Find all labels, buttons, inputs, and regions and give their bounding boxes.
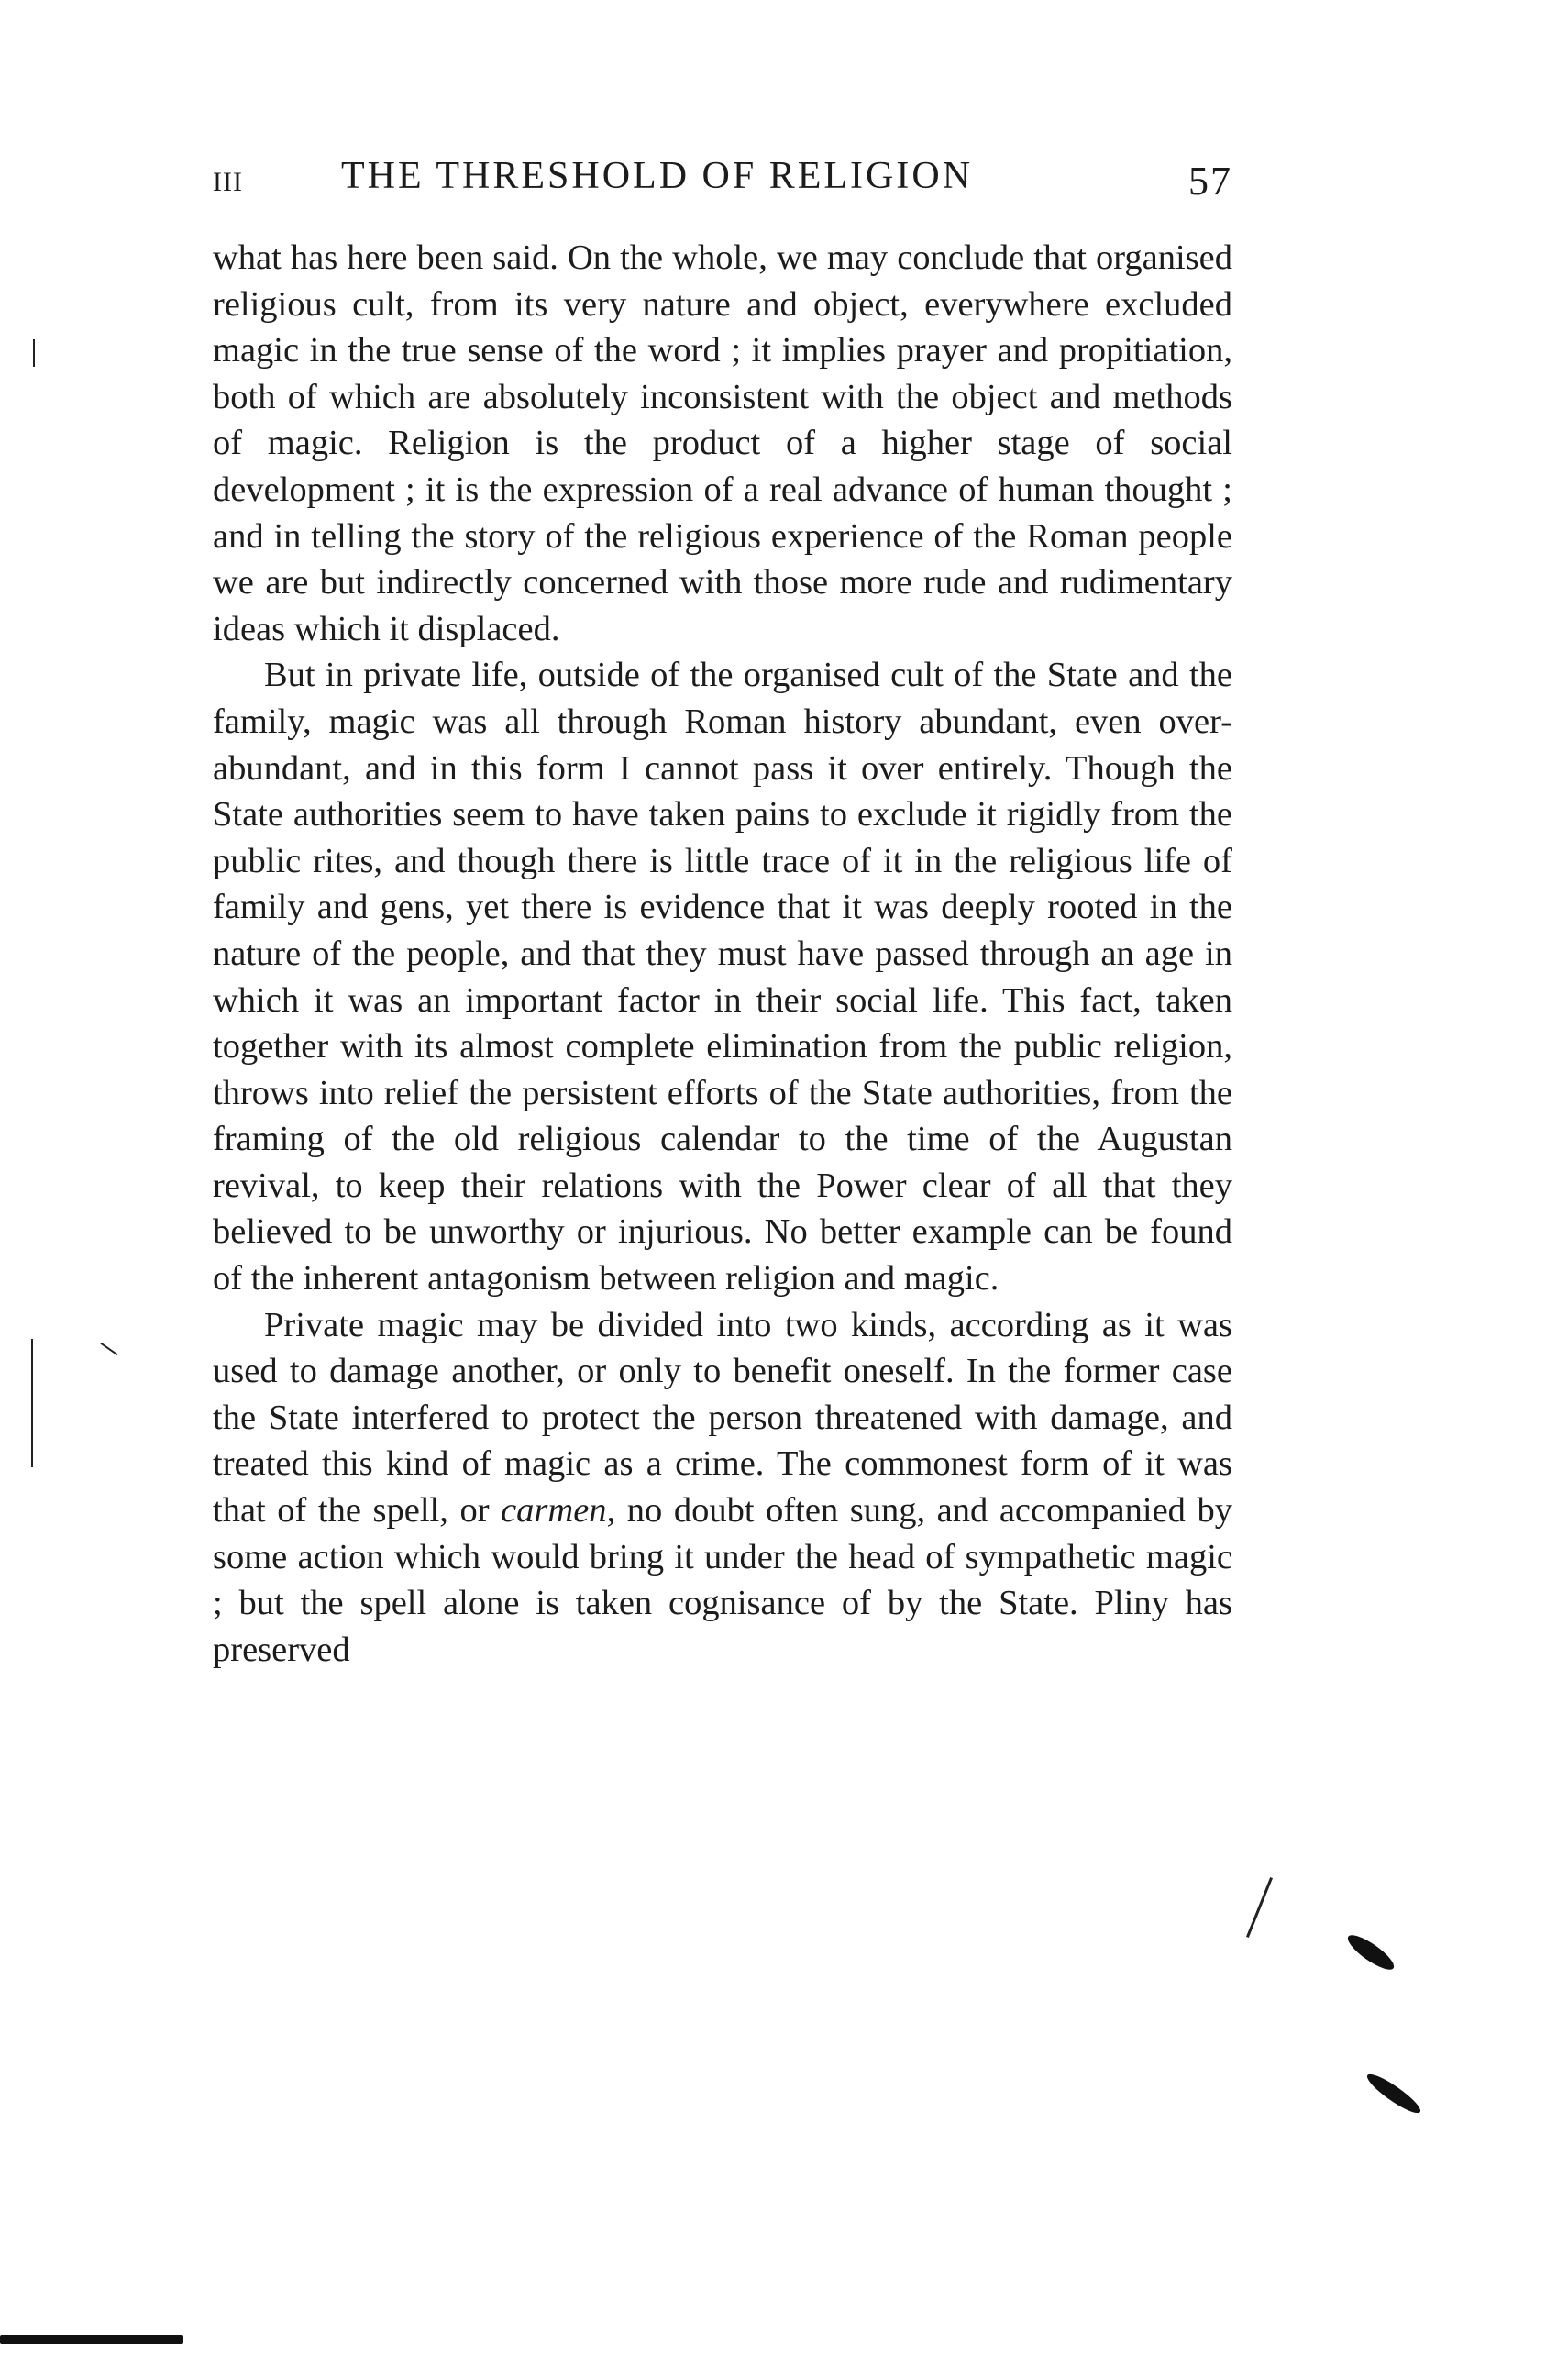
ink-smudge [1343,1929,1397,1974]
paragraph-1: what has here been said. On the whole, we may conclude that organised religious cult, from its very nature and object, everywhere excluded magic in the true sense of the word ; it implies prayer and propitiation, both of which are absolutely inconsistent with the object and methods of magic. Religion is the product of a higher stage of social development ; it is the expression of a real advance of human thought ; and in telling the story of the religious experience of the Roman people we are but indirectly concerned with those more rude and rudimentary ideas which it displaced. [213,238,1232,648]
page-body [213,235,1232,1673]
ink-smudge [1364,2069,1425,2117]
italic-term: carmen [501,1491,607,1531]
page-number: 57 [1188,159,1232,204]
paragraph-3-part-2: , no doubt often sung, and accompanied by some action which would bring it under the head of sympathetic magic ; but the spell alone is taken cognisance of by the State. Pliny has preserved [213,1491,1232,1669]
margin-mark [31,1339,33,1467]
scan-edge-bar [0,2335,183,2344]
running-title: THE THRESHOLD OF RELIGION [341,155,974,197]
paragraph-3-part-1: Private magic may be divided into two kinds, according as it was used to damage another, or only to benefit oneself. In the former case the State interfered to protect the person threatened with damage, and treated this kind of magic as a crime. The commonest form of it was that of the spell, or [213,1305,1232,1531]
margin-mark [33,339,35,367]
page-header [213,154,1232,209]
paragraph-3 [213,1302,1232,1674]
margin-mark [100,1343,117,1355]
paragraph-2: But in private life, outside of the organised cult of the State and the family, magic was all through Roman history abundant, even over-abundant, and in this form I cannot pass it over entirely. Though the State authorities seem to have taken pains to exclude it rigidly from the public rites, and though there is little trace of it in the religious life of family and gens, yet there is evidence that it was deeply rooted in the nature of the people, and that they must have passed through an age in which it was an important factor in their social life. This fact, taken together with its almost complete elimination from the public religion, throws into relief the persistent efforts of the State authorities, from the framing of the old religious calendar to the time of the Augustan revival, to keep their relations with the Power clear of all that they believed to be unworthy or injurious. No better example can be found of the inherent antagonism between religion and magic. [213,656,1232,1299]
margin-slash [1246,1877,1273,1938]
chapter-number: III [213,167,243,197]
